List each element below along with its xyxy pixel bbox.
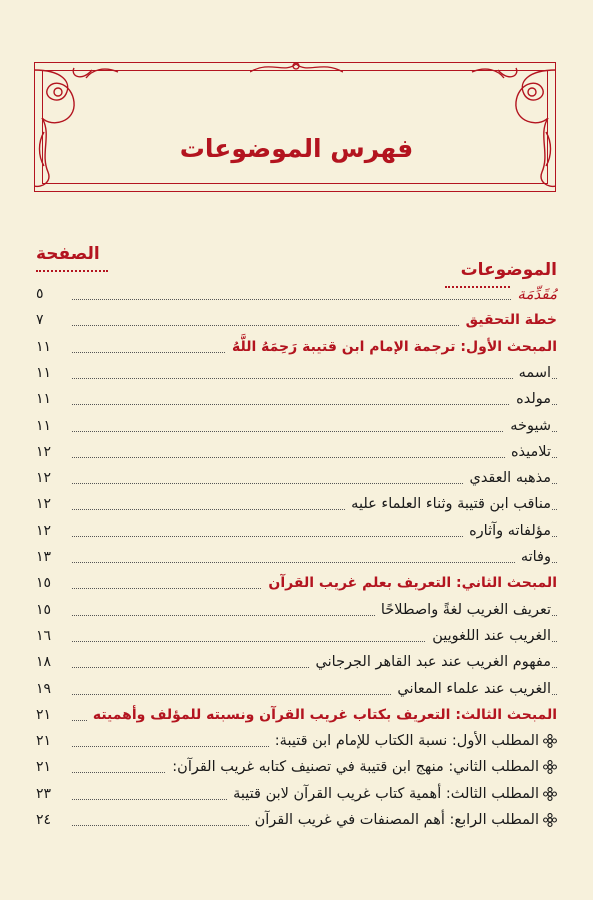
dot-leader <box>72 457 557 458</box>
toc-entry <box>36 598 557 622</box>
flower-bullet-icon <box>543 760 557 774</box>
toc-entry <box>36 361 557 385</box>
toc-entry-page-number: ١٢ <box>36 443 52 460</box>
toc-entry-label <box>269 729 557 753</box>
toc-entry <box>36 729 557 753</box>
toc-entry-page-number: ١٢ <box>36 496 52 513</box>
toc-entry-title: تلاميذه <box>505 440 551 464</box>
toc-entry-title: المطلب الأول: نسبة الكتاب للإمام ابن قتيبة: <box>274 733 539 750</box>
toc-entry-label <box>249 808 557 832</box>
page-title: فهرس الموضوعات <box>179 134 414 163</box>
flower-bullet-icon <box>543 734 557 748</box>
toc-entry-title: المبحث الثالث: التعريف بكتاب غريب القرآن ونسبته للمؤلف وأهميته <box>87 703 557 727</box>
corner-ornament-left-icon <box>34 62 122 192</box>
toc-entry-page-number: ١٨ <box>36 654 52 671</box>
toc-entry <box>36 282 557 306</box>
toc-entry-page-number: ٢١ <box>36 733 52 750</box>
dot-leader <box>72 299 557 300</box>
toc-entry-title: مذهبه العقدي <box>463 466 551 490</box>
toc-entry-title: المطلب الثالث: أهمية كتاب غريب القرآن لابن قتيبة <box>233 785 539 802</box>
toc-entry-title: المطلب الثاني: منهج ابن قتيبة في تصنيف كتابه غريب القرآن: <box>172 759 539 776</box>
toc-entry <box>36 335 557 359</box>
dot-leader <box>72 404 557 405</box>
toc-entry <box>36 703 557 727</box>
toc-entry-page-number: ١٢ <box>36 522 52 539</box>
column-header-page-underline <box>36 270 108 272</box>
column-header-topics: الموضوعات <box>460 260 557 280</box>
dot-leader <box>72 431 557 432</box>
toc-entry-page-number: ١٢ <box>36 470 52 487</box>
toc-entry-page-number: ١١ <box>36 391 52 408</box>
toc-entry-page-number: ١١ <box>36 417 52 434</box>
toc-entry-page-number: ٢٣ <box>36 785 52 802</box>
toc-entry <box>36 440 557 464</box>
toc-entry <box>36 308 557 332</box>
toc-entry-title: المبحث الثاني: التعريف بعلم غريب القرآن <box>262 571 557 595</box>
toc-entry-page-number: ٢١ <box>36 706 52 723</box>
toc-entry-page-number: ٧ <box>36 312 44 329</box>
toc-entry <box>36 387 557 411</box>
toc-entry <box>36 571 557 595</box>
toc-entry-title: شيوخه <box>504 414 551 438</box>
toc-entry <box>36 650 557 674</box>
toc-entry <box>36 519 557 543</box>
toc-entry-title: مفهوم الغريب عند عبد القاهر الجرجاني <box>310 650 551 674</box>
toc-entry-title: الغريب عند اللغويين <box>426 624 551 648</box>
toc-entry-title: المطلب الرابع: أهم المصنفات في غريب القرآن <box>254 812 539 828</box>
toc-entry-page-number: ٥ <box>36 286 44 302</box>
dot-leader <box>72 562 557 563</box>
toc-entry-label <box>166 755 557 779</box>
toc-entry-page-number: ١٣ <box>36 549 52 565</box>
toc-entry-title: مناقب ابن قتيبة وثناء العلماء عليه <box>345 492 551 516</box>
toc-entry-title: الغريب عند علماء المعاني <box>391 677 551 701</box>
toc-entry-title: المبحث الأول: ترجمة الإمام ابن قتيبة رَحِمَهُ اللَّهُ <box>226 335 557 359</box>
toc-entry-page-number: ١٥ <box>36 601 52 618</box>
toc-entry-title: وفاته <box>515 545 551 569</box>
toc-entry <box>36 466 557 490</box>
toc-entry <box>36 624 557 648</box>
top-center-ornament-icon <box>250 58 343 78</box>
toc-entry-page-number: ١٦ <box>36 627 52 644</box>
toc-entry-title: مؤلفاته وآثاره <box>463 519 551 543</box>
corner-ornament-right-icon <box>468 62 556 192</box>
toc-entry-page-number: ١٥ <box>36 575 52 592</box>
toc-entry <box>36 545 557 569</box>
toc-entry-title: تعريف الغريب لغةً واصطلاحًا <box>375 598 551 622</box>
dot-leader <box>72 378 557 379</box>
toc-entry-page-number: ١١ <box>36 338 52 355</box>
flower-bullet-icon <box>543 787 557 801</box>
toc-entry-page-number: ١٩ <box>36 680 52 697</box>
toc-entry-title: مولده <box>510 387 551 411</box>
toc-entry-label <box>227 782 557 806</box>
toc-entry-page-number: ٢٤ <box>36 812 52 828</box>
toc-entry <box>36 808 557 832</box>
column-header-page: الصفحة <box>36 244 100 264</box>
flower-bullet-icon <box>543 813 557 827</box>
toc-entry-title: خطة التحقيق <box>460 308 557 332</box>
toc-entry <box>36 414 557 438</box>
toc-entry-page-number: ٢١ <box>36 759 52 776</box>
toc-entry <box>36 782 557 806</box>
toc-entry-title: مُقَدِّمَة <box>511 282 557 306</box>
toc-entry <box>36 677 557 701</box>
toc-entry <box>36 755 557 779</box>
toc-entry-page-number: ١١ <box>36 364 52 381</box>
toc-entry-title: اسمه <box>513 361 551 385</box>
toc-entry <box>36 492 557 516</box>
